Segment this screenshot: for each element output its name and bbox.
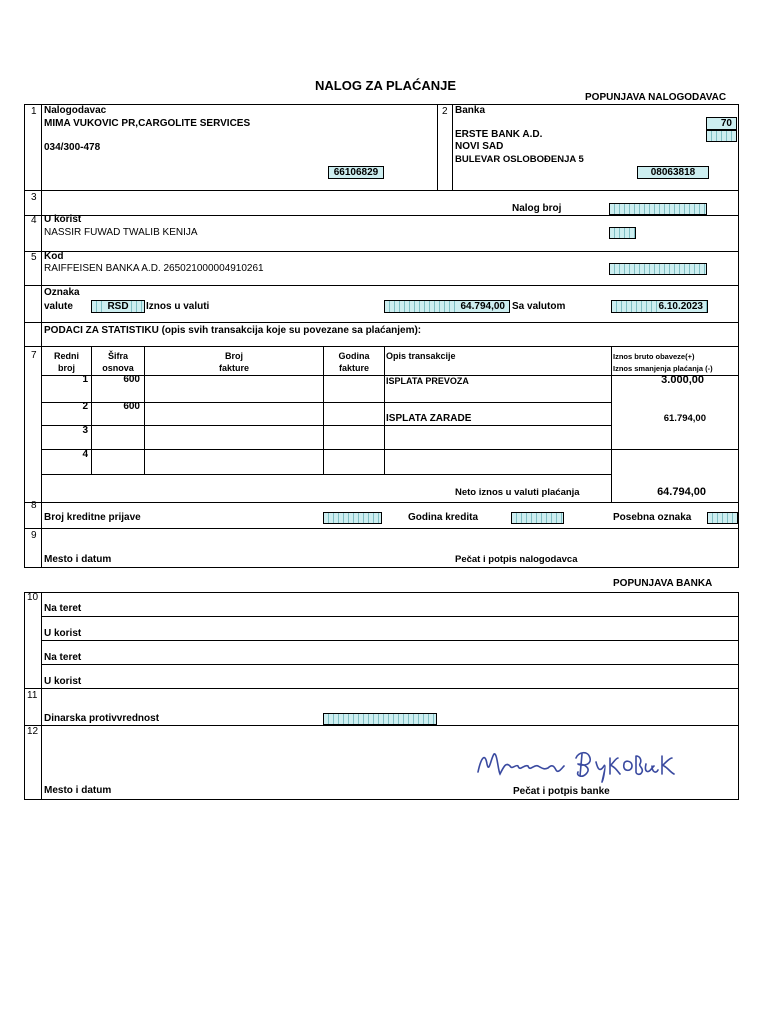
section-heading-bank: POPUNJAVA BANKA <box>613 578 713 589</box>
bank-label: Banka <box>455 105 486 116</box>
currency-label-1: Oznaka <box>44 287 80 298</box>
net-amount-label: Neto iznos u valuti plaćanja <box>455 487 580 498</box>
currency-code-text: RSD <box>107 301 129 312</box>
field-number: 11 <box>27 690 38 701</box>
handwritten-signature <box>472 744 698 784</box>
row-number: 3 <box>82 425 88 436</box>
bank-code-box <box>706 130 737 142</box>
field-number: 4 <box>31 215 37 226</box>
bank-name: ERSTE BANK A.D. <box>455 129 543 140</box>
order-number-label: Nalog broj <box>512 203 562 214</box>
kod-code-box <box>609 263 707 275</box>
row-amount: 61.794,00 <box>663 413 706 424</box>
dinar-equivalent-field[interactable] <box>323 713 437 725</box>
row-code: 600 <box>123 401 140 412</box>
bank-row-label: U korist <box>44 676 82 687</box>
bank-address: BULEVAR OSLOBOĐENJA 5 <box>455 154 584 165</box>
place-date-label: Mesto i datum <box>44 554 112 565</box>
bank-code: 08063818 <box>637 166 709 179</box>
payer-name: MIMA VUKOVIC PR,CARGOLITE SERVICES <box>44 118 251 129</box>
bank-row-label: U korist <box>44 628 82 639</box>
col-header-redni: Redni broj <box>53 351 79 373</box>
amount-value: 64.794,00 <box>460 301 505 312</box>
row-number: 4 <box>82 449 88 460</box>
special-mark-label: Posebna oznaka <box>613 512 692 523</box>
field-number: 8 <box>31 500 37 511</box>
currency-code <box>91 300 145 313</box>
bank-city: NOVI SAD <box>455 141 504 152</box>
credit-number-field[interactable] <box>323 512 382 524</box>
value-date-label: Sa valutom <box>512 301 566 312</box>
field-number: 5 <box>31 252 37 263</box>
field-number: 7 <box>31 350 37 361</box>
page-title: NALOG ZA PLAĆANJE <box>315 78 457 93</box>
col-header-godina: Godina fakture <box>338 351 370 373</box>
field-number: 12 <box>27 726 39 737</box>
value-date: 6.10.2023 <box>658 301 703 312</box>
row-amount: 3.000,00 <box>661 374 704 386</box>
field-number: 9 <box>31 530 37 541</box>
field-number: 10 <box>27 592 39 603</box>
col-header-sifra: Šifra osnova <box>102 351 134 373</box>
field-number: 2 <box>442 106 448 117</box>
row-number: 1 <box>82 374 88 385</box>
amount-label: Iznos u valuti <box>146 301 210 312</box>
col-header-iznos-minus: Iznos smanjenja plaćanja (-) <box>613 364 713 373</box>
row-code: 600 <box>123 374 140 385</box>
row-number: 2 <box>82 401 88 412</box>
bank-place-date-label: Mesto i datum <box>44 785 112 796</box>
special-mark-field[interactable] <box>707 512 738 524</box>
beneficiary-name: NASSIR FUWAD TWALIB KENIJA <box>44 227 198 238</box>
dinar-equivalent-label: Dinarska protivvrednost <box>44 713 160 724</box>
row-description: ISPLATA ZARADE <box>386 413 472 424</box>
bank-row-label: Na teret <box>44 603 82 614</box>
kod-label: Kod <box>44 251 64 262</box>
payer-signature-label: Pečat i potpis nalogodavca <box>455 554 578 565</box>
col-header-iznos-plus: Iznos bruto obaveze(+) <box>613 352 695 361</box>
order-number-field[interactable] <box>609 203 707 215</box>
bank-code-top: 70 <box>706 117 737 130</box>
bank-signature-label: Pečat i potpis banke <box>513 786 610 797</box>
field-number: 3 <box>31 192 37 203</box>
col-header-broj: Broj fakture <box>218 351 249 373</box>
bank-row-label: Na teret <box>44 652 82 663</box>
value-date-field <box>611 300 708 313</box>
statistics-heading: PODACI ZA STATISTIKU (opis svih transakcija koje su povezane sa plaćanjem): <box>44 325 422 336</box>
kod-value: RAIFFEISEN BANKA A.D. 265021000004910261 <box>44 263 264 274</box>
credit-year-label: Godina kredita <box>408 512 479 523</box>
payer-label: Nalogodavac <box>44 105 107 116</box>
amount-field <box>384 300 510 313</box>
currency-label-2: valute <box>44 301 73 312</box>
col-header-opis: Opis transakcije <box>386 351 456 361</box>
payer-phone: 034/300-478 <box>44 142 101 153</box>
field-number: 1 <box>31 106 37 117</box>
beneficiary-label: U korist <box>44 214 82 225</box>
credit-number-label: Broj kreditne prijave <box>44 512 141 523</box>
net-amount: 64.794,00 <box>657 486 706 498</box>
beneficiary-code-box <box>609 227 636 239</box>
row-description: ISPLATA PREVOZA <box>386 376 469 386</box>
section-heading-client: POPUNJAVA NALOGODAVAC <box>585 92 727 103</box>
payer-code: 66106829 <box>328 166 384 179</box>
credit-year-field[interactable] <box>511 512 564 524</box>
